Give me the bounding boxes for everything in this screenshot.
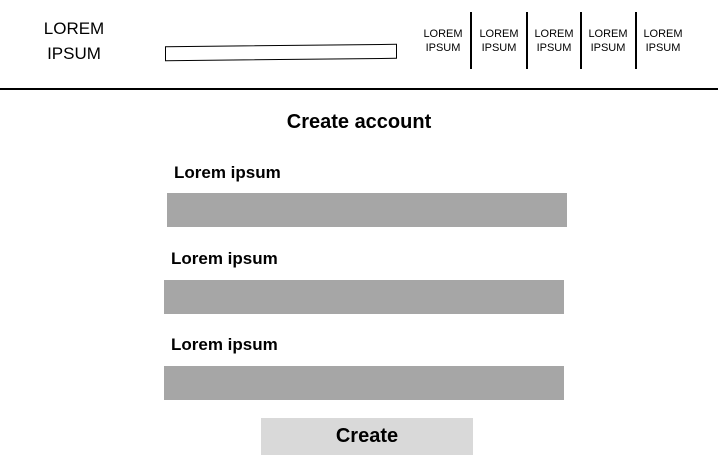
nav-item-1-line-1: LOREM	[423, 28, 463, 40]
logo-line-2: IPSUM	[47, 44, 101, 63]
nav-item-5-line-2: IPSUM	[645, 42, 681, 54]
field-label-1: Lorem ipsum	[174, 163, 281, 182]
text-field-2[interactable]	[164, 280, 564, 314]
field-label-3: Lorem ipsum	[171, 335, 278, 354]
text-field-1[interactable]	[167, 193, 567, 227]
field-label-2: Lorem ipsum	[171, 249, 278, 268]
nav-item-3-line-1: LOREM	[534, 28, 574, 40]
nav-item-4[interactable]	[585, 27, 631, 59]
nav-divider	[635, 12, 637, 69]
nav-divider	[580, 12, 582, 69]
nav-item-3[interactable]	[531, 27, 577, 59]
nav-item-4-line-2: IPSUM	[590, 42, 626, 54]
page-title: Create account	[286, 111, 432, 133]
nav-item-1[interactable]	[420, 27, 466, 59]
nav-item-5[interactable]	[640, 27, 686, 59]
nav-divider	[526, 12, 528, 69]
nav-item-1-line-2: IPSUM	[425, 42, 461, 54]
site-header	[0, 0, 718, 90]
nav-divider	[470, 12, 472, 69]
create-button[interactable]: Create	[261, 418, 473, 455]
logo[interactable]	[28, 16, 120, 66]
search-input[interactable]	[165, 44, 397, 61]
nav-item-2-line-1: LOREM	[479, 28, 519, 40]
logo-line-1: LOREM	[43, 19, 105, 38]
nav-item-5-line-1: LOREM	[643, 28, 683, 40]
nav-item-4-line-1: LOREM	[588, 28, 628, 40]
nav-item-2-line-2: IPSUM	[481, 42, 517, 54]
nav-item-3-line-2: IPSUM	[536, 42, 572, 54]
text-field-3[interactable]	[164, 366, 564, 400]
nav-item-2[interactable]	[476, 27, 522, 59]
